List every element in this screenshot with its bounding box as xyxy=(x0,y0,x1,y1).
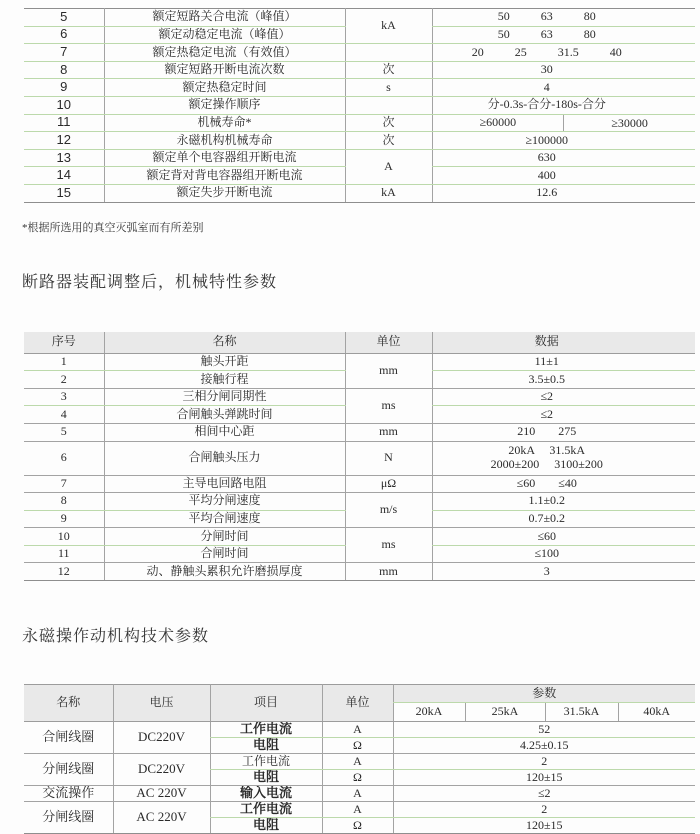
row-number: 5 xyxy=(24,9,104,27)
coil-name: 合闸线圈 xyxy=(24,722,113,754)
row-number: 14 xyxy=(24,167,104,185)
value-cell: 120±15 xyxy=(393,770,695,786)
item-name: 电阻 xyxy=(210,770,322,786)
data-cell: ≤60 xyxy=(432,528,695,546)
header-row xyxy=(24,685,695,703)
data-cell: 分-0.3s-合分-180s-合分 xyxy=(432,96,695,114)
param-name: 三相分闸同期性 xyxy=(104,388,345,406)
unit-cell: ms xyxy=(345,388,432,423)
table-row xyxy=(24,149,695,167)
table-row xyxy=(24,722,695,738)
row-number: 10 xyxy=(24,96,104,114)
col-header-name: 名称 xyxy=(104,332,345,354)
item-name: 工作电流 xyxy=(210,754,322,770)
param-name: 额定操作顺序 xyxy=(104,96,345,114)
param-name: 合闸触头压力 xyxy=(104,441,345,475)
table-row xyxy=(24,132,695,150)
row-number: 1 xyxy=(24,353,104,371)
table-row xyxy=(24,184,695,202)
data-cell: ≤60 ≤40 xyxy=(432,475,695,493)
rated-parameters-table xyxy=(24,8,695,203)
param-name: 动、静触头累积允许磨损厚度 xyxy=(104,563,345,581)
unit-cell: s xyxy=(345,79,432,97)
table-row xyxy=(24,493,695,511)
col-header-data: 数据 xyxy=(432,332,695,354)
col-header-item: 项目 xyxy=(210,685,322,722)
table-row xyxy=(24,353,695,371)
param-name: 主导电回路电阻 xyxy=(104,475,345,493)
data-cell: 630 xyxy=(432,149,695,167)
data-left: ≥60000 xyxy=(479,114,517,129)
coil-voltage: AC 220V xyxy=(113,786,210,802)
coil-voltage: DC220V xyxy=(113,754,210,786)
table-row xyxy=(24,528,695,546)
row-number: 11 xyxy=(24,114,104,132)
col-header-unit: 单位 xyxy=(345,332,432,354)
value-cell: 4.25±0.15 xyxy=(393,738,695,754)
unit-cell: A xyxy=(322,754,393,770)
data-cell: 20 25 31.5 40 xyxy=(432,44,695,62)
unit-cell: A xyxy=(322,802,393,818)
unit-cell: mm xyxy=(345,353,432,388)
table-row xyxy=(24,563,695,581)
param-name: 分闸时间 xyxy=(104,528,345,546)
table-row xyxy=(24,388,695,406)
row-number: 9 xyxy=(24,510,104,528)
row-number: 3 xyxy=(24,388,104,406)
param-name: 平均分闸速度 xyxy=(104,493,345,511)
unit-cell: m/s xyxy=(345,493,432,528)
data-cell: 210 275 xyxy=(432,423,695,441)
data-line-1: 20kA 31.5kA xyxy=(508,443,586,458)
data-cell-two-line xyxy=(432,441,695,475)
row-number: 5 xyxy=(24,423,104,441)
table-row xyxy=(24,475,695,493)
param-name: 额定失步开断电流 xyxy=(104,184,345,202)
data-cell: 50 63 80 xyxy=(432,26,695,44)
param-name: 永磁机构机械寿命 xyxy=(104,132,345,150)
row-number: 4 xyxy=(24,406,104,424)
section-title-mechanical: 断路器装配调整后，机械特性参数 xyxy=(22,273,278,291)
value-cell: 52 xyxy=(393,722,695,738)
col-header-name: 名称 xyxy=(24,685,113,722)
param-name: 额定动稳定电流（峰值） xyxy=(104,26,345,44)
table-row xyxy=(24,754,695,770)
unit-cell: A xyxy=(345,149,432,184)
data-cell: 3 xyxy=(432,563,695,581)
row-number: 8 xyxy=(24,61,104,79)
data-cell: ≤2 xyxy=(432,388,695,406)
subcol-31-5ka: 31.5kA xyxy=(545,703,618,722)
data-cell: 30 xyxy=(432,61,695,79)
param-name: 额定短路开断电流次数 xyxy=(104,61,345,79)
coil-voltage: DC220V xyxy=(113,722,210,754)
row-number: 12 xyxy=(24,132,104,150)
param-name: 额定短路关合电流（峰值） xyxy=(104,9,345,27)
data-cell: 50 63 80 xyxy=(432,9,695,27)
data-cell: ≤2 xyxy=(432,406,695,424)
param-name: 额定热稳定电流（有效值） xyxy=(104,44,345,62)
table-row xyxy=(24,802,695,818)
row-number: 13 xyxy=(24,149,104,167)
table-row xyxy=(24,114,695,132)
col-header-voltage: 电压 xyxy=(113,685,210,722)
param-name: 接触行程 xyxy=(104,371,345,389)
data-cell: 12.6 xyxy=(432,184,695,202)
row-number: 2 xyxy=(24,371,104,389)
row-number: 11 xyxy=(24,545,104,563)
mechanical-characteristics-table xyxy=(24,332,695,582)
col-header-unit: 单位 xyxy=(322,685,393,722)
data-cell: 0.7±0.2 xyxy=(432,510,695,528)
param-name: 额定背对背电容器组开断电流 xyxy=(104,167,345,185)
footnote: *根据所选用的真空灭弧室而有所差别 xyxy=(22,221,204,234)
unit-cell: kA xyxy=(345,9,432,44)
unit-cell: mm xyxy=(345,423,432,441)
unit-cell xyxy=(345,44,432,62)
row-number: 8 xyxy=(24,493,104,511)
param-name: 额定热稳定时间 xyxy=(104,79,345,97)
coil-voltage: AC 220V xyxy=(113,802,210,834)
param-name: 触头开距 xyxy=(104,353,345,371)
unit-cell xyxy=(345,96,432,114)
data-cell: 4 xyxy=(432,79,695,97)
unit-cell: Ω xyxy=(322,770,393,786)
unit-cell: 次 xyxy=(345,114,432,132)
param-name: 合闸时间 xyxy=(104,545,345,563)
unit-cell: A xyxy=(322,722,393,738)
subcol-25ka: 25kA xyxy=(465,703,545,722)
unit-cell: μΩ xyxy=(345,475,432,493)
pm-mechanism-table xyxy=(24,684,695,834)
param-name: 平均合闸速度 xyxy=(104,510,345,528)
data-line-2: 2000±200 3100±200 xyxy=(490,457,603,471)
coil-name: 分闸线圈 xyxy=(24,802,113,834)
header-row xyxy=(24,332,695,354)
unit-cell: 次 xyxy=(345,132,432,150)
data-cell-split xyxy=(432,114,695,132)
item-name: 电阻 xyxy=(210,818,322,834)
table-row xyxy=(24,423,695,441)
table-row xyxy=(24,96,695,114)
row-number: 6 xyxy=(24,26,104,44)
value-cell: 120±15 xyxy=(393,818,695,834)
subcol-20ka: 20kA xyxy=(393,703,465,722)
row-number: 10 xyxy=(24,528,104,546)
data-cell: ≥100000 xyxy=(432,132,695,150)
row-number: 7 xyxy=(24,44,104,62)
item-name: 电阻 xyxy=(210,738,322,754)
row-number: 9 xyxy=(24,79,104,97)
row-number: 15 xyxy=(24,184,104,202)
unit-cell: N xyxy=(345,441,432,475)
coil-name: 分闸线圈 xyxy=(24,754,113,786)
unit-cell: A xyxy=(322,786,393,802)
value-cell: ≤2 xyxy=(393,786,695,802)
data-right: ≥30000 xyxy=(563,115,695,132)
coil-name: 交流操作 xyxy=(24,786,113,802)
table-row xyxy=(24,61,695,79)
item-name: 工作电流 xyxy=(210,722,322,738)
unit-cell: mm xyxy=(345,563,432,581)
unit-cell: 次 xyxy=(345,61,432,79)
col-header-no: 序号 xyxy=(24,332,104,354)
unit-cell: Ω xyxy=(322,818,393,834)
data-cell: 3.5±0.5 xyxy=(432,371,695,389)
row-number: 7 xyxy=(24,475,104,493)
subcol-40ka: 40kA xyxy=(618,703,695,722)
data-cell: 11±1 xyxy=(432,353,695,371)
unit-cell: Ω xyxy=(322,738,393,754)
data-cell: ≤100 xyxy=(432,545,695,563)
value-cell: 2 xyxy=(393,754,695,770)
unit-cell: ms xyxy=(345,528,432,563)
row-number: 12 xyxy=(24,563,104,581)
table-row xyxy=(24,79,695,97)
param-name: 相间中心距 xyxy=(104,423,345,441)
section-title-magnet-mechanism: 永磁操作动机构技术参数 xyxy=(22,628,210,646)
table-row xyxy=(24,9,695,27)
param-name: 合闸触头弹跳时间 xyxy=(104,406,345,424)
row-number: 6 xyxy=(24,441,104,475)
param-name: 机械寿命* xyxy=(104,114,345,132)
value-cell: 2 xyxy=(393,802,695,818)
item-name: 输入电流 xyxy=(210,786,322,802)
param-name: 额定单个电容器组开断电流 xyxy=(104,149,345,167)
data-cell: 1.1±0.2 xyxy=(432,493,695,511)
data-cell: 400 xyxy=(432,167,695,185)
table-row xyxy=(24,441,695,475)
table-row xyxy=(24,44,695,62)
item-name: 工作电流 xyxy=(210,802,322,818)
col-header-parameters: 参数 xyxy=(393,685,695,703)
unit-cell: kA xyxy=(345,184,432,202)
